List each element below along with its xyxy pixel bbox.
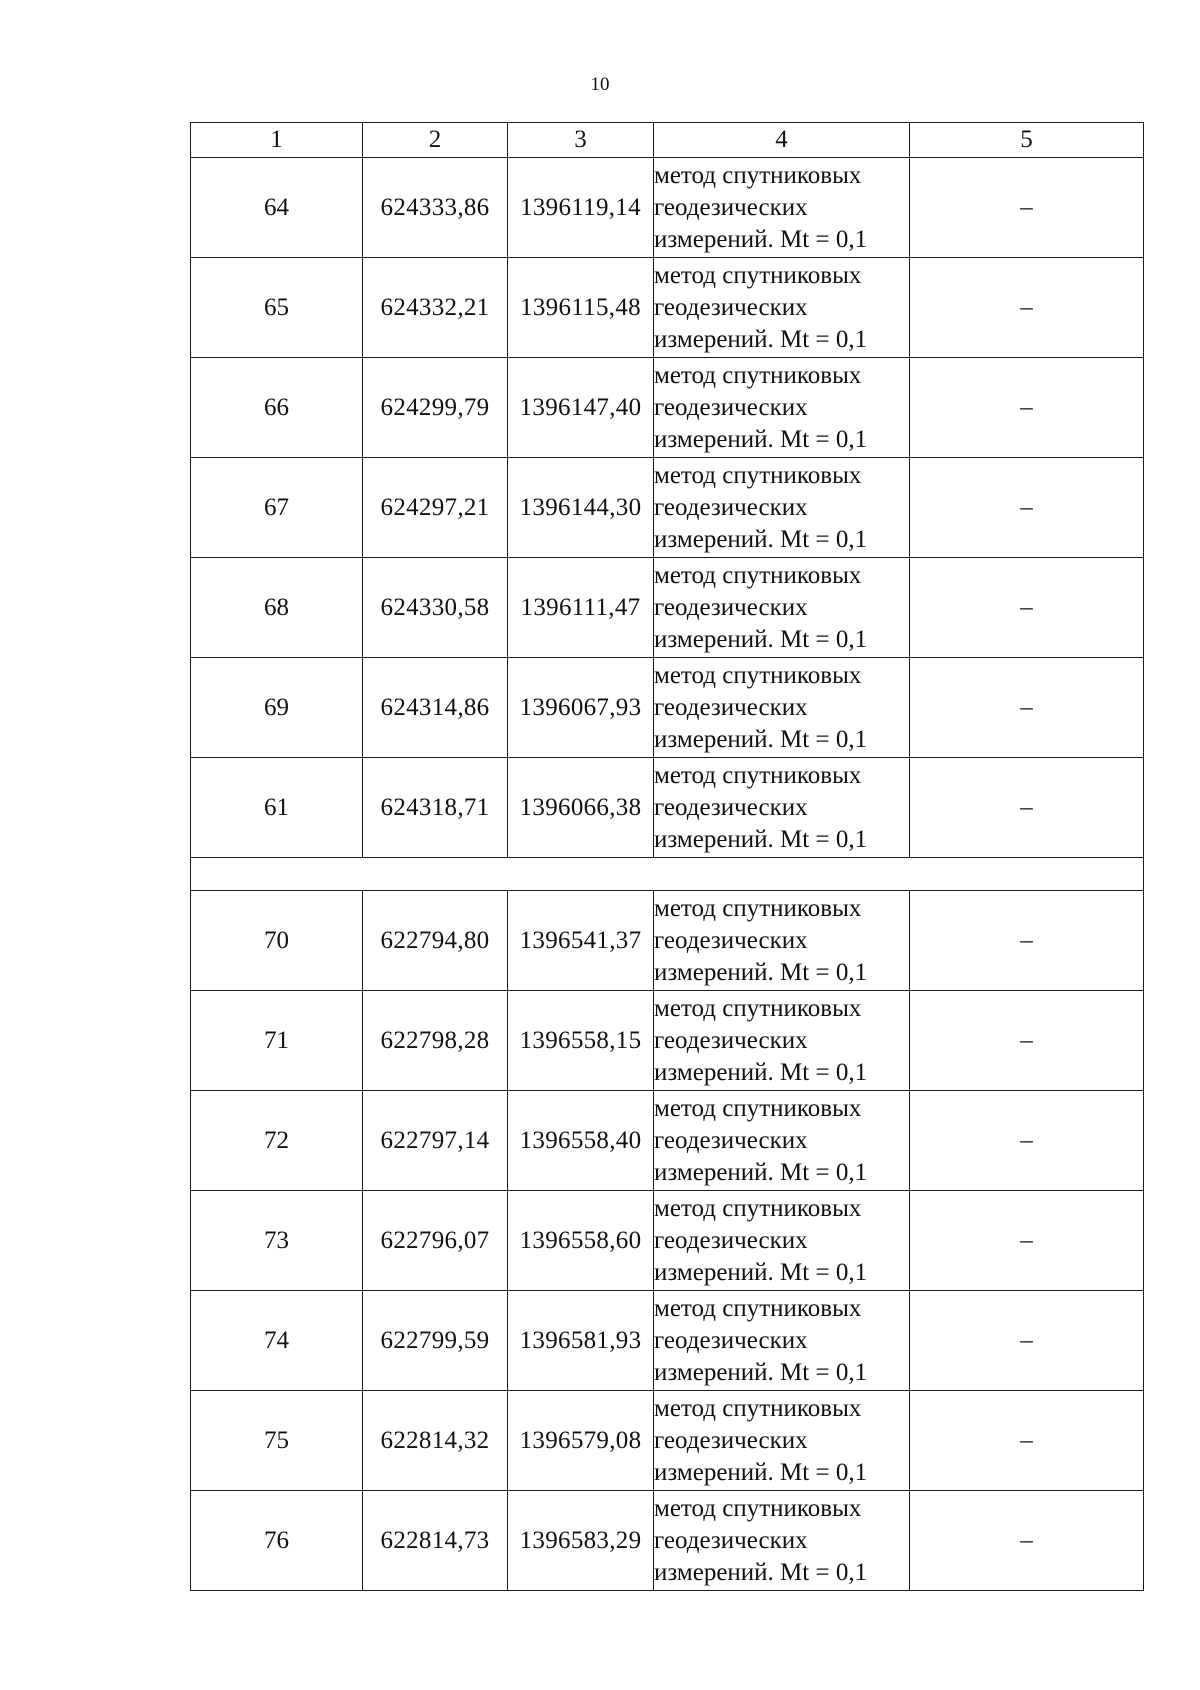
method-line: измерений. Mt = 0,1: [654, 825, 868, 853]
point-number-cell: 73: [191, 1191, 363, 1291]
coordinates-table: [190, 122, 1144, 1591]
table-row: [191, 358, 1144, 458]
method-line: геодезических: [654, 193, 808, 221]
method-cell: [654, 658, 910, 758]
method-line: метод спутниковых: [654, 761, 862, 789]
note-cell: –: [910, 158, 1144, 258]
y-coordinate-cell: 1396111,47: [508, 558, 654, 658]
point-number-cell: 67: [191, 458, 363, 558]
method-cell: [654, 358, 910, 458]
method-line: геодезических: [654, 1526, 808, 1554]
method-line: измерений. Mt = 0,1: [654, 1058, 868, 1086]
x-coordinate-cell: 622814,73: [363, 1491, 508, 1591]
y-coordinate-cell: 1396558,15: [508, 991, 654, 1091]
note-cell: –: [910, 1091, 1144, 1191]
method-line: измерений. Mt = 0,1: [654, 1458, 868, 1486]
method-line: геодезических: [654, 793, 808, 821]
point-number-cell: 72: [191, 1091, 363, 1191]
point-number-cell: 76: [191, 1491, 363, 1591]
method-line: геодезических: [654, 293, 808, 321]
method-line: геодезических: [654, 926, 808, 954]
method-line: метод спутниковых: [654, 1294, 862, 1322]
y-coordinate-cell: 1396558,40: [508, 1091, 654, 1191]
x-coordinate-cell: 624297,21: [363, 458, 508, 558]
method-line: измерений. Mt = 0,1: [654, 425, 868, 453]
table-row: [191, 658, 1144, 758]
table-row: [191, 1091, 1144, 1191]
x-coordinate-cell: 622794,80: [363, 891, 508, 991]
table-row: [191, 158, 1144, 258]
method-cell: [654, 458, 910, 558]
method-line: метод спутниковых: [654, 661, 862, 689]
method-cell: [654, 758, 910, 858]
point-number-cell: 65: [191, 258, 363, 358]
y-coordinate-cell: 1396541,37: [508, 891, 654, 991]
y-coordinate-cell: 1396067,93: [508, 658, 654, 758]
method-line: метод спутниковых: [654, 461, 862, 489]
method-line: геодезических: [654, 393, 808, 421]
y-coordinate-cell: 1396579,08: [508, 1391, 654, 1491]
method-cell: [654, 158, 910, 258]
method-line: метод спутниковых: [654, 561, 862, 589]
header-cell-1: 1: [191, 123, 363, 158]
y-coordinate-cell: 1396558,60: [508, 1191, 654, 1291]
method-line: измерений. Mt = 0,1: [654, 1158, 868, 1186]
point-number-cell: 66: [191, 358, 363, 458]
table-row: [191, 258, 1144, 358]
method-line: метод спутниковых: [654, 1194, 862, 1222]
method-cell: [654, 258, 910, 358]
method-line: измерений. Mt = 0,1: [654, 1258, 868, 1286]
header-cell-2: 2: [363, 123, 508, 158]
table-row: [191, 1491, 1144, 1591]
method-line: геодезических: [654, 693, 808, 721]
method-cell: [654, 558, 910, 658]
point-number-cell: 70: [191, 891, 363, 991]
note-cell: –: [910, 758, 1144, 858]
note-cell: –: [910, 358, 1144, 458]
note-cell: –: [910, 1191, 1144, 1291]
x-coordinate-cell: 624330,58: [363, 558, 508, 658]
method-cell: [654, 1291, 910, 1391]
point-number-cell: 68: [191, 558, 363, 658]
header-cell-4: 4: [654, 123, 910, 158]
table-row: [191, 558, 1144, 658]
x-coordinate-cell: 622798,28: [363, 991, 508, 1091]
x-coordinate-cell: 622797,14: [363, 1091, 508, 1191]
table-row: [191, 1191, 1144, 1291]
method-cell: [654, 891, 910, 991]
header-row: [191, 123, 1144, 158]
method-line: измерений. Mt = 0,1: [654, 525, 868, 553]
note-cell: –: [910, 1391, 1144, 1491]
point-number-cell: 71: [191, 991, 363, 1091]
x-coordinate-cell: 622796,07: [363, 1191, 508, 1291]
method-line: метод спутниковых: [654, 361, 862, 389]
method-line: метод спутниковых: [654, 894, 862, 922]
x-coordinate-cell: 624332,21: [363, 258, 508, 358]
method-line: геодезических: [654, 593, 808, 621]
y-coordinate-cell: 1396066,38: [508, 758, 654, 858]
table-row: [191, 991, 1144, 1091]
method-line: метод спутниковых: [654, 994, 862, 1022]
method-line: метод спутниковых: [654, 161, 862, 189]
separator-row: [191, 858, 1144, 891]
y-coordinate-cell: 1396119,14: [508, 158, 654, 258]
method-cell: [654, 1391, 910, 1491]
point-number-cell: 61: [191, 758, 363, 858]
x-coordinate-cell: 624314,86: [363, 658, 508, 758]
note-cell: –: [910, 458, 1144, 558]
method-line: измерений. Mt = 0,1: [654, 725, 868, 753]
note-cell: –: [910, 1491, 1144, 1591]
note-cell: –: [910, 891, 1144, 991]
page-number: 10: [590, 74, 610, 95]
header-cell-5: 5: [910, 123, 1144, 158]
point-number-cell: 75: [191, 1391, 363, 1491]
table-row: [191, 891, 1144, 991]
note-cell: –: [910, 558, 1144, 658]
method-line: геодезических: [654, 1026, 808, 1054]
method-line: измерений. Mt = 0,1: [654, 1558, 868, 1586]
x-coordinate-cell: 622814,32: [363, 1391, 508, 1491]
method-line: метод спутниковых: [654, 261, 862, 289]
point-number-cell: 69: [191, 658, 363, 758]
y-coordinate-cell: 1396147,40: [508, 358, 654, 458]
header-cell-3: 3: [508, 123, 654, 158]
method-line: измерений. Mt = 0,1: [654, 1358, 868, 1386]
point-number-cell: 64: [191, 158, 363, 258]
method-line: метод спутниковых: [654, 1394, 862, 1422]
x-coordinate-cell: 624333,86: [363, 158, 508, 258]
separator-cell: [191, 858, 1144, 891]
note-cell: –: [910, 258, 1144, 358]
method-cell: [654, 1191, 910, 1291]
method-line: измерений. Mt = 0,1: [654, 325, 868, 353]
method-line: измерений. Mt = 0,1: [654, 958, 868, 986]
method-line: метод спутниковых: [654, 1494, 862, 1522]
method-line: геодезических: [654, 1226, 808, 1254]
method-cell: [654, 1491, 910, 1591]
note-cell: –: [910, 658, 1144, 758]
table-row: [191, 1391, 1144, 1491]
table-row: [191, 1291, 1144, 1391]
point-number-cell: 74: [191, 1291, 363, 1391]
x-coordinate-cell: 624318,71: [363, 758, 508, 858]
y-coordinate-cell: 1396583,29: [508, 1491, 654, 1591]
method-line: метод спутниковых: [654, 1094, 862, 1122]
note-cell: –: [910, 991, 1144, 1091]
y-coordinate-cell: 1396115,48: [508, 258, 654, 358]
method-cell: [654, 991, 910, 1091]
y-coordinate-cell: 1396144,30: [508, 458, 654, 558]
method-line: геодезических: [654, 1426, 808, 1454]
x-coordinate-cell: 622799,59: [363, 1291, 508, 1391]
table-body: [191, 123, 1144, 1591]
table-row: [191, 758, 1144, 858]
method-line: измерений. Mt = 0,1: [654, 225, 868, 253]
method-line: геодезических: [654, 1326, 808, 1354]
method-line: геодезических: [654, 1126, 808, 1154]
method-cell: [654, 1091, 910, 1191]
method-line: геодезических: [654, 493, 808, 521]
method-line: измерений. Mt = 0,1: [654, 625, 868, 653]
table-row: [191, 458, 1144, 558]
note-cell: –: [910, 1291, 1144, 1391]
x-coordinate-cell: 624299,79: [363, 358, 508, 458]
y-coordinate-cell: 1396581,93: [508, 1291, 654, 1391]
